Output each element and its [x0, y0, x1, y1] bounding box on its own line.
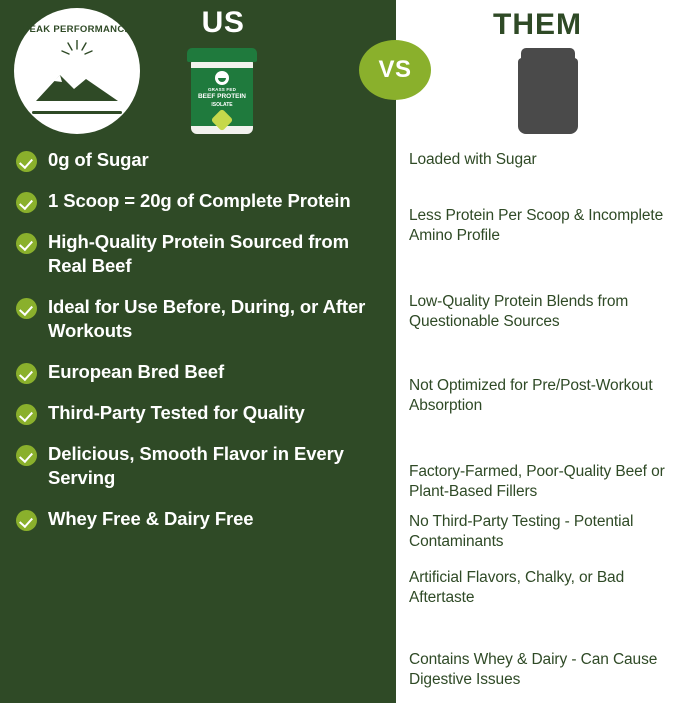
tub-badge-icon — [215, 71, 229, 85]
tub-lid — [187, 48, 257, 62]
logo-underline — [32, 111, 122, 114]
them-heading: THEM — [493, 8, 582, 41]
them-list-item: No Third-Party Testing - Potential Contaminants — [409, 513, 634, 550]
us-list-item — [16, 295, 380, 343]
tub-label-line3: ISOLATE — [211, 101, 233, 108]
them-list-item: Factory-Farmed, Poor-Quality Beef or Plant-Based Fillers — [409, 463, 665, 500]
check-circle-icon — [16, 192, 37, 213]
them-list-item: Loaded with Sugar — [409, 151, 537, 168]
check-circle-icon — [16, 298, 37, 319]
them-tub-body — [518, 58, 578, 134]
tub-label-line2: BEEF PROTEIN — [197, 93, 247, 100]
mountain-icon — [34, 67, 120, 103]
check-circle-icon — [16, 404, 37, 425]
them-list-item: Low-Quality Protein Blends from Questionable Sources — [409, 293, 629, 330]
sun-rays-icon — [60, 40, 94, 70]
them-list-item: Not Optimized for Pre/Post-Workout Absorption — [409, 377, 653, 414]
us-list-item-label: High-Quality Protein Sourced from Real Beef — [48, 231, 349, 276]
us-list-item — [16, 401, 380, 425]
us-list-item — [16, 442, 380, 490]
check-circle-icon — [16, 445, 37, 466]
us-list-item-label: Delicious, Smooth Flavor in Every Serving — [48, 443, 344, 488]
us-list-item — [16, 189, 380, 213]
tub-label-line1: GRASS FED — [207, 87, 237, 92]
check-circle-icon — [16, 363, 37, 384]
them-list-item: Artificial Flavors, Chalky, or Bad Aftertaste — [409, 569, 625, 606]
check-circle-icon — [16, 233, 37, 254]
brand-logo — [14, 8, 140, 134]
us-list-item — [16, 360, 380, 384]
us-list-item-label: 0g of Sugar — [48, 149, 149, 170]
us-list-item — [16, 230, 380, 278]
us-list-item-label: Third-Party Tested for Quality — [48, 402, 305, 423]
us-list-item-label: 1 Scoop = 20g of Complete Protein — [48, 190, 351, 211]
us-list-item — [16, 507, 380, 531]
us-product-tub — [185, 48, 259, 134]
logo-wordmark: PEAK PERFORMANCE — [22, 24, 132, 35]
us-list-item-label: Ideal for Use Before, During, or After Workouts — [48, 296, 366, 341]
us-list-item-label: Whey Free & Dairy Free — [48, 508, 254, 529]
logo-inner — [18, 12, 136, 130]
check-circle-icon — [16, 510, 37, 531]
us-heading: US — [201, 6, 245, 39]
us-list-item — [16, 148, 380, 172]
them-tub-lid — [521, 48, 575, 60]
them-list-item: Less Protein Per Scoop & Incomplete Amino Profile — [409, 207, 664, 244]
us-list-item-label: European Bred Beef — [48, 361, 225, 382]
us-benefits-list — [16, 148, 380, 531]
check-circle-icon — [16, 151, 37, 172]
tub-label — [191, 68, 253, 126]
vs-badge: VS — [359, 40, 431, 100]
them-product-tub — [518, 48, 578, 134]
them-list-item: Contains Whey & Dairy - Can Cause Digestive Issues — [409, 651, 658, 688]
